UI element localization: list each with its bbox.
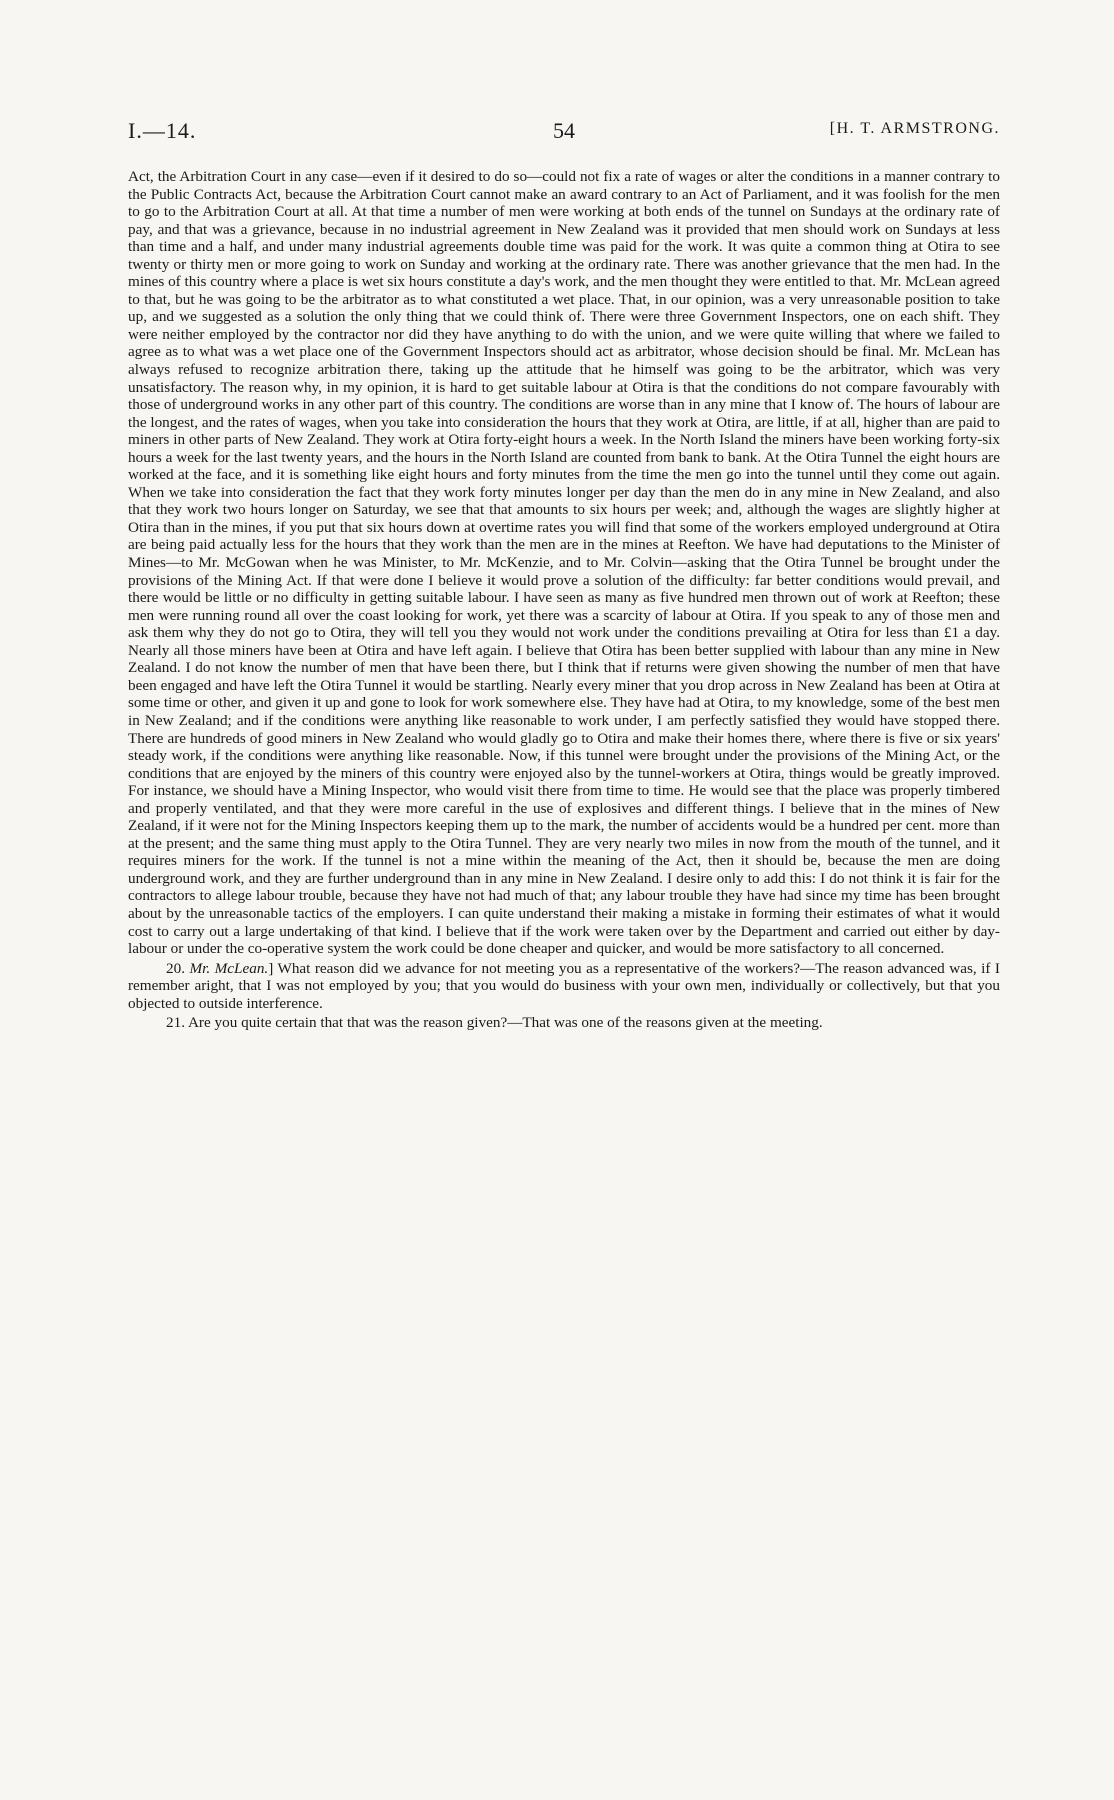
page-header: [128, 118, 1000, 150]
question-text: ] What reason did we advance for not meeting you as a representative of the workers?—The reason advanced was, if I remember aright, that I was not employed by you; that you would do business with your own men, individually or collectively, but that you objected to outside interference.: [128, 959, 1000, 1012]
speaker-name: Mr. McLean.: [189, 959, 269, 977]
question-21: [128, 1014, 1000, 1032]
witness-name: [H. T. ARMSTRONG.: [829, 120, 1000, 137]
question-number: 21.: [166, 1014, 185, 1032]
page-body: [128, 168, 1000, 1032]
question-text: Are you quite certain that that was the reason given?—That was one of the reasons given at the meeting.: [187, 1014, 823, 1032]
body-paragraph: Act, the Arbitration Court in any case—even if it desired to do so—could not fix a rate of wages or alter the conditions in a manner contrary to the Public Contracts Act, because the Arbitration Court cannot make an award contrary to an Act of Parliament, and it was foolish for the men to go to the Arbitration Court at all. At that time a number of men were working at both ends of the tunnel on Sundays at the ordinary rate of pay, and that was a grievance, because in no industrial agreement in New Zealand was it provided that men should work on Sundays at less than time and a half, and under many industrial agreements double time was paid for the work. It was quite a common thing at Otira to see twenty or thirty men or more going to work on Sunday and working at the ordinary rate. There was another grievance that the men had. In the mines of this country where a place is wet six hours constitute a day's work, and the men thought they were entitled to that. Mr. McLean agreed to that, but he was going to be the arbitrator as to what constituted a wet place. That, in our opinion, was a very unreasonable position to take up, and we suggested as a solution the only thing that we could think of. There were three Government Inspectors, one on each shift. They were neither employed by the contractor nor did they have anything to do with the union, and we were quite willing that where we failed to agree as to what was a wet place one of the Government Inspectors should act as arbitrator, whose decision should be final. Mr. McLean has always refused to recognize arbitration there, taking up the attitude that he himself was going to be the arbitrator, which was very unsatisfactory. The reason why, in my opinion, it is hard to get suitable labour at Otira is that the conditions do not compare favourably with those of underground works in any other part of this country. The conditions are worse than in any mine that I know of. The hours of labour are the longest, and the rates of wages, when you take into consideration the hours that they work at Otira, are little, if at all, higher than are paid to miners in other parts of New Zealand. They work at Otira forty-eight hours a week. In the North Island the miners have been working forty-six hours a week for the last twenty years, and the hours in the North Island are counted from bank to bank. At the Otira Tunnel the eight hours are worked at the face, and it is something like eight hours and forty minutes from the time the men go into the tunnel until they come out again. When we take into consideration the fact that they work forty minutes longer per day than the men do in any mine in New Zealand, and also that they work two hours longer on Saturday, we see that that amounts to six hours per week; and, although the wages are slightly higher at Otira than in the mines, if you put that six hours down at overtime rates you will find that some of the workers employed underground at Otira are being paid actually less for the hours that they work than the men are in the mines at Reefton. We have had deputations to the Minister of Mines—to Mr. McGowan when he was Minister, to Mr. McKenzie, and to Mr. Colvin—asking that the Otira Tunnel be brought under the provisions of the Mining Act. If that were done I believe it would prove a solution of the difficulty: far better conditions would prevail, and there would be little or no difficulty in getting suitable labour. I have seen as many as five hundred men thrown out of work at Reefton; these men were running round all over the coast looking for work, yet there was a scarcity of labour at Otira. If you speak to any of those men and ask them why they do not go to Otira, they will tell you they would not work under the conditions prevailing at Otira for less than £1 a day. Nearly all those miners have been at Otira and have left again. I believe that Otira has been better supplied with labour than any mine in New Zealand. I do not know the number of men that have been there, but I think that if returns were given showing the number of men that have been engaged and have left the Otira Tunnel it would be startling. Nearly every miner that you drop across in New Zealand has been at Otira at some time or other, and given it up and gone to look for work somewhere else. They have had at Otira, to my knowledge, some of the best men in New Zealand; and if the conditions were anything like reasonable to work under, I am perfectly satisfied they would have stopped there. There are hundreds of good miners in New Zealand who would gladly go to Otira and make their homes there, where there is five or six years' steady work, if the conditions were anything like reasonable. Now, if this tunnel were brought under the provisions of the Mining Act, or the conditions that are enjoyed by the miners of this country were enjoyed also by the tunnel-workers at Otira, things would be greatly improved. For instance, we should have a Mining Inspector, who would visit there from time to time. He would see that the place was properly timbered and properly ventilated, and that they were more careful in the use of explosives and different things. I believe that in the mines of New Zealand, if it were not for the Mining Inspectors keeping them up to the mark, the number of accidents would be a hundred per cent. more than at the present; and the same thing must apply to the Otira Tunnel. They are very nearly two miles in now from the mouth of the tunnel, and it requires miners for the work. If the tunnel is not a mine within the meaning of the Act, then it should be, because the men are doing underground work, and they are further underground than in any mine in New Zealand. I desire only to add this: I do not think it is fair for the contractors to allege labour trouble, because they have not had much of that; any labour trouble they have had since my time has been brought about by the unreasonable tactics of the employers. I can quite understand their making a mistake in forming their estimates of what it would cost to carry out a large undertaking of that kind. I believe that if the work were taken over by the Department and carried out either by day-labour or under the co-operative system the work could be done cheaper and quicker, and would be more satisfactory to all concerned.: [128, 168, 1000, 958]
paper-reference: I.—14.: [128, 118, 197, 143]
question-number: 20.: [166, 959, 185, 977]
question-20: [128, 960, 1000, 1013]
page-number: 54: [553, 118, 575, 143]
